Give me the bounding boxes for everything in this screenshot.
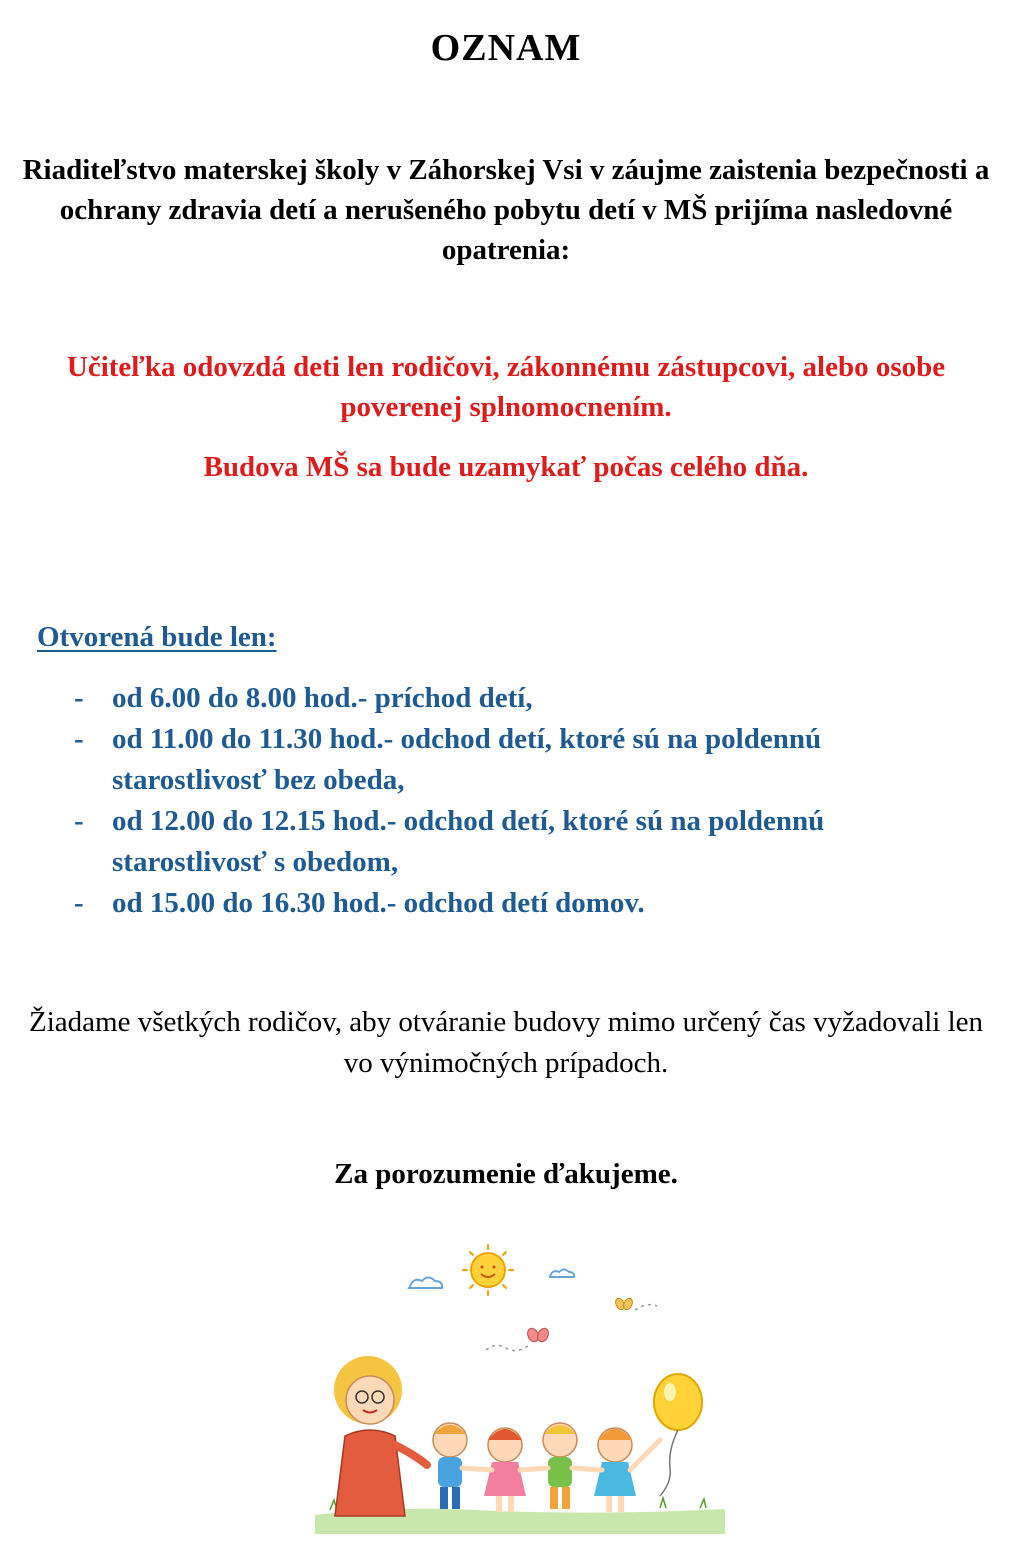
hours-item: - od 15.00 do 16.30 hod.- odchod detí domov. xyxy=(74,887,645,919)
hours-item-text: od 15.00 do 16.30 hod.- odchod detí domov. xyxy=(112,887,645,919)
teacher-with-children-icon xyxy=(300,1240,730,1540)
opening-hours-list xyxy=(74,678,974,924)
butterfly-icon xyxy=(526,1327,551,1344)
intro-paragraph: Riaditeľstvo materskej školy v Záhorskej Vsi v záujme zaistenia bezpečnosti a ochrany zdravia detí a nerušeného pobytu detí v MŠ prijíma nasledovné opatrenia: xyxy=(22,154,990,266)
opening-hours-heading: Otvorená bude len: xyxy=(37,621,277,653)
pickup-rule: Učiteľka odovzdá deti len rodičovi, zákonnému zástupcovi, alebo osobe poverenej splnomocnením. xyxy=(66,351,946,423)
teacher-with-children-illustration xyxy=(300,1240,730,1540)
hours-item-text: od 11.00 do 11.30 hod.- odchod detí, ktoré sú na poldennú starostlivosť bez obeda, xyxy=(112,723,822,796)
thanks-line: Za porozumenie ďakujeme. xyxy=(334,1158,678,1190)
butterfly-icon xyxy=(614,1297,634,1311)
locked-rule: Budova MŠ sa bude uzamykať počas celého dňa. xyxy=(203,451,809,483)
cloud-icon xyxy=(550,1270,574,1278)
balloon-icon xyxy=(654,1374,702,1496)
hours-item: - od 11.00 do 11.30 hod.- odchod detí, ktoré sú na poldennú starostlivosť bez obeda, xyxy=(74,723,822,796)
hours-item-text: od 12.00 do 12.15 hod.- odchod detí, ktoré sú na poldennú starostlivosť s obedom, xyxy=(112,805,825,878)
page-title: OZNAM xyxy=(430,27,582,69)
hours-item: - od 6.00 do 8.00 hod.- príchod detí, xyxy=(74,682,533,714)
hours-item: - od 12.00 do 12.15 hod.- odchod detí, ktoré sú na poldennú starostlivosť s obedom, xyxy=(74,805,825,878)
hours-item-text: od 6.00 do 8.00 hod.- príchod detí, xyxy=(112,682,533,714)
cloud-icon xyxy=(409,1278,442,1289)
request-paragraph: Žiadame všetkých rodičov, aby otváranie budovy mimo určený čas vyžadovali len vo výnimočných prípadoch. xyxy=(29,1006,983,1079)
sun-icon xyxy=(463,1245,513,1295)
teacher-figure xyxy=(334,1356,427,1516)
